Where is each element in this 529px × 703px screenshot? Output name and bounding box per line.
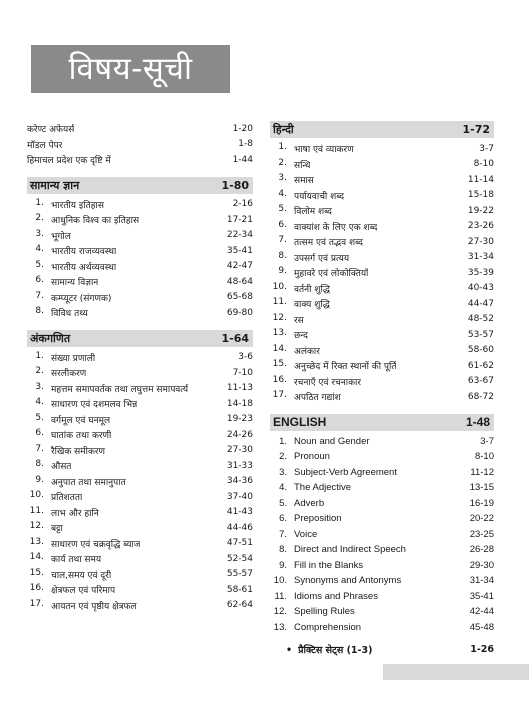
toc-row[interactable] [27, 427, 253, 443]
toc-label: वाक्यांश के लिए एक शब्द [294, 222, 378, 233]
toc-pages: 35-39 [467, 267, 494, 278]
toc-label: क्षेत्रफल एवं परिमाप [51, 586, 116, 597]
toc-pages: 1-20 [232, 123, 253, 134]
toc-row[interactable] [27, 567, 253, 583]
toc-label: तत्सम एवं तद्भव शब्द [294, 238, 363, 249]
toc-pages: 3-7 [479, 143, 494, 154]
toc-pages: 41-43 [226, 507, 253, 518]
toc-section [27, 177, 253, 321]
toc-number: 7. [278, 235, 287, 246]
section-title: अंकगणित [30, 331, 71, 345]
toc-number: 13. [29, 536, 44, 547]
toc-row[interactable] [27, 243, 253, 259]
toc-row[interactable] [270, 281, 494, 297]
toc-pages: 40-43 [467, 283, 494, 294]
toc-number: 5. [279, 497, 287, 509]
toc-row[interactable] [27, 350, 253, 366]
toc-pages: 26-28 [469, 544, 494, 556]
toc-row[interactable] [270, 511, 494, 527]
toc-label: मॉडल पेपर [27, 140, 63, 151]
toc-number: 9. [35, 474, 44, 485]
toc-row[interactable] [270, 589, 494, 605]
toc-label: रचनाएँ एवं रचनाकार [294, 377, 362, 388]
toc-label: प्रतिशतता [51, 493, 83, 504]
toc-label: वाक्य शुद्धि [294, 300, 330, 311]
toc-pages: 8-10 [474, 451, 494, 463]
toc-pages: 15-18 [467, 190, 494, 201]
toc-pages: 48-52 [467, 314, 494, 325]
toc-number: 5. [35, 412, 44, 423]
toc-pages: 19-23 [226, 414, 253, 425]
section-title: हिन्दी [273, 123, 294, 136]
toc-label: सरलीकरण [51, 369, 87, 380]
toc-label: अलंकार [294, 346, 320, 357]
toc-row[interactable] [270, 374, 494, 390]
toc-pages: 68-72 [467, 391, 494, 402]
toc-number: 2. [279, 451, 287, 463]
toc-row[interactable] [27, 365, 253, 381]
toc-row[interactable] [27, 121, 253, 137]
toc-number: 1. [278, 142, 287, 153]
toc-pages: 69-80 [226, 307, 253, 318]
toc-label: Direct and Indirect Speech [294, 544, 406, 556]
toc-label: औसत [51, 462, 72, 473]
toc-number: 3. [279, 466, 287, 478]
toc-pages: 17-21 [226, 214, 253, 225]
toc-label: अपठित गद्यांश [294, 393, 341, 404]
toc-label: अनुच्छेद में रिक्त स्थानों की पूर्ति [294, 362, 397, 373]
practice-sets-pages: 1-26 [470, 643, 494, 655]
toc-pages: 42-44 [469, 606, 494, 618]
toc-pages: 61-62 [467, 360, 494, 371]
toc-row[interactable] [270, 141, 494, 157]
toc-number: 14. [272, 343, 287, 354]
practice-sets-row[interactable] [270, 641, 494, 657]
toc-row[interactable] [270, 465, 494, 481]
section-title: सामान्य ज्ञान [30, 178, 80, 192]
toc-number: 8. [35, 459, 44, 470]
toc-label: रैखिक समीकरण [51, 446, 106, 457]
toc-pages: 44-46 [226, 522, 253, 533]
toc-number: 10. [29, 490, 44, 501]
bullet-icon: • [286, 644, 293, 656]
toc-number: 2. [278, 157, 287, 168]
toc-number: 17. [272, 390, 287, 401]
toc-label: Adverb [294, 497, 325, 509]
toc-row[interactable] [27, 412, 253, 428]
section-pages: 1-64 [221, 331, 249, 345]
toc-pages: 23-26 [467, 221, 494, 232]
toc-number: 4. [278, 188, 287, 199]
section-title: ENGLISH [273, 415, 327, 429]
toc-pages: 27-30 [467, 236, 494, 247]
toc-label: अनुपात तथा समानुपात [51, 477, 126, 488]
toc-label: Idioms and Phrases [294, 590, 378, 602]
toc-number: 12. [273, 606, 287, 618]
toc-row[interactable] [27, 259, 253, 275]
toc-label: कार्य तथा समय [51, 555, 102, 566]
toc-number: 10. [273, 575, 287, 587]
top-items [27, 121, 253, 168]
section-header[interactable] [270, 414, 494, 431]
toc-pages: 1-8 [238, 139, 253, 150]
right-column [270, 121, 494, 657]
toc-row[interactable] [270, 558, 494, 574]
toc-label: बट्टा [51, 524, 63, 535]
toc-pages: 1-44 [232, 154, 253, 165]
toc-label: उपसर्ग एवं प्रत्यय [294, 253, 350, 264]
toc-row[interactable] [27, 474, 253, 490]
toc-pages: 53-57 [467, 329, 494, 340]
toc-number: 10. [272, 281, 287, 292]
toc-pages: 44-47 [467, 298, 494, 309]
toc-row[interactable] [270, 434, 494, 450]
toc-number: 5. [278, 204, 287, 215]
toc-row[interactable] [270, 157, 494, 173]
toc-row[interactable] [270, 449, 494, 465]
toc-section [270, 121, 494, 405]
section-pages: 1-48 [465, 415, 490, 429]
section-header[interactable] [27, 330, 253, 347]
toc-number: 9. [278, 266, 287, 277]
toc-pages: 45-48 [469, 621, 494, 633]
toc-number: 11. [274, 590, 287, 602]
toc-label: घातांक तथा करणी [51, 431, 112, 442]
toc-label: Fill in the Blanks [294, 559, 364, 571]
toc-row[interactable] [27, 598, 253, 614]
toc-label: Subject-Verb Agreement [294, 466, 397, 478]
toc-row[interactable] [27, 381, 253, 397]
toc-number: 12. [272, 312, 287, 323]
toc-row[interactable] [27, 520, 253, 536]
toc-pages: 37-40 [226, 491, 253, 502]
toc-row[interactable] [27, 305, 253, 321]
toc-row[interactable] [27, 505, 253, 521]
toc-pages: 29-30 [469, 559, 494, 571]
toc-label: हिमाचल प्रदेश एक दृष्टि में [27, 156, 111, 167]
toc-row[interactable] [270, 542, 494, 558]
toc-number: 13. [273, 621, 287, 633]
toc-label: विलोम शब्द [294, 207, 332, 218]
toc-pages: 23-25 [469, 528, 494, 540]
toc-label: सामान्य विज्ञान [51, 278, 99, 289]
toc-pages: 8-10 [473, 159, 494, 170]
toc-number: 7. [35, 443, 44, 454]
toc-row[interactable] [27, 458, 253, 474]
toc-label: महत्तम समापवर्तक तथा लघुत्तम समापवर्त्य [51, 384, 189, 395]
toc-label: वर्तनी शुद्धि [294, 284, 330, 295]
toc-label: साधारण एवं चक्रवृद्धि ब्याज [51, 539, 141, 550]
toc-label: भारतीय इतिहास [51, 200, 104, 211]
toc-label: पर्यायवाची शब्द [294, 191, 345, 202]
toc-pages: 35-41 [226, 245, 253, 256]
toc-pages: 47-51 [226, 538, 253, 549]
toc-section [27, 330, 253, 614]
toc-label: भूगोल [51, 231, 71, 242]
toc-number: 11. [29, 505, 44, 516]
toc-number: 4. [35, 244, 44, 255]
toc-row[interactable] [27, 443, 253, 459]
toc-number: 6. [278, 219, 287, 230]
toc-row[interactable] [27, 536, 253, 552]
toc-pages: 11-12 [470, 466, 494, 478]
footer-bar [383, 664, 529, 680]
toc-pages: 58-61 [226, 584, 253, 595]
toc-label: आधुनिक विश्व का इतिहास [51, 216, 140, 227]
toc-pages: 27-30 [226, 445, 253, 456]
toc-pages: 42-47 [226, 261, 253, 272]
toc-pages: 31-34 [469, 575, 494, 587]
toc-label: Noun and Gender [294, 435, 370, 447]
toc-number: 9. [279, 559, 287, 571]
toc-row[interactable] [270, 604, 494, 620]
toc-section [270, 414, 494, 636]
toc-pages: 63-67 [467, 376, 494, 387]
toc-row[interactable] [270, 234, 494, 250]
practice-sets-label: प्रैक्टिस सेट्स (1-3) [298, 644, 373, 656]
toc-pages: 24-26 [226, 429, 253, 440]
toc-row[interactable] [270, 188, 494, 204]
toc-label: लाभ और हानि [51, 508, 99, 519]
toc-row[interactable] [270, 480, 494, 496]
toc-row[interactable] [270, 389, 494, 405]
toc-label: करेण्ट अफेयर्स [27, 125, 75, 136]
toc-label: मुहावरे एवं लोकोक्तियाँ [294, 269, 369, 280]
toc-label: सन्धि [294, 160, 311, 171]
toc-label: Preposition [294, 513, 342, 525]
toc-label: विविध तथ्य [51, 309, 88, 320]
toc-number: 16. [29, 583, 44, 594]
toc-pages: 20-22 [469, 513, 494, 525]
toc-number: 4. [279, 482, 287, 494]
toc-row[interactable] [27, 152, 253, 168]
toc-number: 2. [35, 213, 44, 224]
toc-number: 15. [29, 567, 44, 578]
toc-row[interactable] [270, 219, 494, 235]
toc-label: Voice [294, 528, 318, 540]
toc-label: भाषा एवं व्याकरण [294, 145, 354, 156]
toc-label: कम्प्यूटर (संगणक) [51, 293, 112, 304]
toc-pages: 14-18 [226, 398, 253, 409]
toc-pages: 2-16 [232, 199, 253, 210]
toc-number: 15. [272, 359, 287, 370]
toc-row[interactable] [27, 197, 253, 213]
toc-row[interactable] [27, 489, 253, 505]
toc-number: 1. [279, 435, 287, 447]
toc-pages: 7-10 [232, 367, 253, 378]
toc-pages: 3-6 [238, 352, 253, 363]
toc-row[interactable] [270, 312, 494, 328]
section-header[interactable] [27, 177, 253, 194]
toc-pages: 3-7 [480, 435, 494, 447]
toc-row[interactable] [270, 250, 494, 266]
toc-number: 2. [35, 366, 44, 377]
toc-label: समास [294, 176, 314, 187]
toc-number: 13. [272, 328, 287, 339]
toc-pages: 48-64 [226, 276, 253, 287]
toc-row[interactable] [27, 582, 253, 598]
toc-label: वर्गमूल एवं घनमूल [51, 415, 111, 426]
toc-row[interactable] [270, 496, 494, 512]
toc-pages: 11-14 [467, 174, 494, 185]
toc-row[interactable] [270, 296, 494, 312]
toc-number: 8. [278, 250, 287, 261]
toc-label: Comprehension [294, 621, 362, 633]
toc-number: 12. [29, 521, 44, 532]
toc-number: 1. [35, 350, 44, 361]
toc-number: 11. [272, 297, 287, 308]
toc-number: 3. [35, 381, 44, 392]
toc-number: 8. [35, 306, 44, 317]
toc-number: 6. [279, 513, 287, 525]
toc-row[interactable] [27, 396, 253, 412]
toc-pages: 55-57 [226, 569, 253, 580]
toc-row[interactable] [27, 137, 253, 153]
toc-label: Pronoun [294, 451, 330, 463]
toc-number: 3. [278, 173, 287, 184]
section-pages: 1-80 [221, 178, 249, 192]
toc-number: 6. [35, 275, 44, 286]
toc-pages: 52-54 [226, 553, 253, 564]
section-header[interactable] [270, 121, 494, 138]
toc-number: 17. [29, 598, 44, 609]
toc-label: भारतीय अर्थव्यवस्था [51, 262, 117, 273]
toc-label: Spelling Rules [294, 606, 355, 618]
toc-number: 1. [35, 197, 44, 208]
toc-row[interactable] [270, 172, 494, 188]
toc-pages: 31-33 [226, 460, 253, 471]
toc-row[interactable] [270, 358, 494, 374]
toc-number: 5. [35, 259, 44, 270]
toc-pages: 58-60 [467, 345, 494, 356]
toc-pages: 16-19 [469, 497, 494, 509]
toc-pages: 31-34 [467, 252, 494, 263]
toc-label: छन्द [294, 331, 308, 342]
toc-label: Synonyms and Antonyms [294, 575, 402, 587]
toc-label: आयतन एवं पृष्ठीय क्षेत्रफल [51, 601, 137, 612]
left-column [27, 121, 253, 613]
toc-row[interactable] [27, 212, 253, 228]
toc-row[interactable] [270, 527, 494, 543]
toc-number: 14. [29, 552, 44, 563]
toc-row[interactable] [270, 265, 494, 281]
toc-pages: 34-36 [226, 476, 253, 487]
toc-label: संख्या प्रणाली [51, 353, 96, 364]
toc-label: रस [294, 315, 304, 326]
toc-row[interactable] [27, 228, 253, 244]
toc-pages: 11-13 [226, 383, 253, 394]
toc-pages: 35-41 [469, 590, 494, 602]
toc-number: 7. [279, 528, 287, 540]
toc-row[interactable] [270, 620, 494, 636]
section-pages: 1-72 [462, 123, 490, 136]
toc-label: साधारण एवं दशमलव भिन्न [51, 400, 138, 411]
toc-label: भारतीय राजव्यवस्था [51, 247, 117, 258]
toc-row[interactable] [27, 551, 253, 567]
toc-pages: 62-64 [226, 600, 253, 611]
toc-pages: 13-15 [469, 482, 494, 494]
toc-row[interactable] [270, 203, 494, 219]
toc-label: The Adjective [294, 482, 352, 494]
toc-number: 8. [279, 544, 287, 556]
toc-row[interactable] [270, 327, 494, 343]
toc-row[interactable] [27, 290, 253, 306]
toc-number: 6. [35, 428, 44, 439]
toc-label: चाल,समय एवं दूरी [51, 570, 112, 581]
toc-row[interactable] [270, 343, 494, 359]
toc-number: 16. [272, 374, 287, 385]
toc-pages: 22-34 [226, 230, 253, 241]
toc-pages: 65-68 [226, 292, 253, 303]
toc-number: 4. [35, 397, 44, 408]
toc-row[interactable] [27, 274, 253, 290]
toc-number: 3. [35, 228, 44, 239]
toc-row[interactable] [270, 573, 494, 589]
toc-pages: 19-22 [467, 205, 494, 216]
toc-number: 7. [35, 290, 44, 301]
page-title: विषय-सूची [31, 45, 230, 93]
